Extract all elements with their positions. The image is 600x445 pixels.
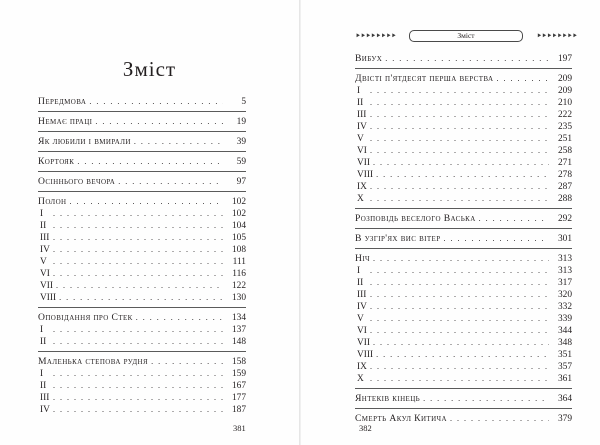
entry-page-number: 292: [557, 214, 572, 224]
toc-section: [355, 409, 572, 428]
entry-page-number: 288: [557, 194, 572, 204]
entry-title: I: [40, 325, 44, 335]
toc-subchapter-entry: [38, 380, 246, 392]
toc-subchapter-entry: [38, 280, 246, 292]
ornament-left-icon: ⯈⯈⯈⯈⯈⯈⯈⯈: [355, 32, 396, 40]
entry-page-number: 320: [557, 290, 572, 300]
dot-leader: [376, 169, 549, 181]
dot-leader: [118, 176, 223, 188]
dot-leader: [444, 233, 549, 245]
toc-subchapter-entry: [355, 301, 572, 313]
entry-page-number: 177: [231, 393, 246, 403]
entry-page-number: 313: [557, 254, 572, 264]
entry-title: IV: [40, 245, 50, 255]
dot-leader: [370, 301, 549, 313]
entry-title: VIII: [40, 293, 57, 303]
entry-title: VI: [357, 326, 367, 336]
dot-leader: [151, 356, 223, 368]
entry-title: Передмова: [38, 96, 87, 107]
toc-subchapter-entry: [355, 121, 572, 133]
dot-leader: [53, 244, 223, 256]
entry-title: VI: [357, 146, 367, 156]
dot-leader: [479, 213, 549, 225]
dot-leader: [370, 373, 549, 385]
entry-title: I: [357, 266, 361, 276]
toc-subchapter-entry: [355, 373, 572, 385]
entry-page-number: 313: [557, 266, 572, 276]
toc-subchapter-entry: [38, 392, 246, 404]
entry-page-number: 301: [557, 234, 572, 244]
entry-page-number: 351: [557, 350, 572, 360]
toc-subchapter-entry: [355, 193, 572, 205]
toc-subchapter-entry: [38, 232, 246, 244]
dot-leader: [370, 109, 549, 121]
dot-leader: [136, 312, 223, 324]
dot-leader: [370, 181, 549, 193]
dot-leader: [70, 196, 224, 208]
toc-subchapter-entry: [355, 157, 572, 169]
dot-leader: [53, 220, 223, 232]
dot-leader: [370, 97, 549, 109]
dot-leader: [370, 133, 549, 145]
entry-title: Оповідання про Стек: [38, 312, 133, 323]
toc-subchapter-entry: [38, 336, 246, 348]
entry-page-number: 19: [236, 117, 246, 127]
dot-leader: [89, 96, 223, 108]
entry-title: IV: [357, 302, 367, 312]
entry-page-number: 39: [236, 137, 246, 147]
entry-title: V: [357, 134, 364, 144]
entry-title: Маленька степова рудня: [38, 356, 149, 367]
entry-title: Смерть Акул Китича: [355, 413, 447, 424]
toc-subchapter-entry: [355, 181, 572, 193]
dot-leader: [370, 325, 549, 337]
entry-title: IV: [357, 122, 367, 132]
entry-page-number: 258: [557, 146, 572, 156]
toc-subchapter-entry: [38, 368, 246, 380]
toc-section: [38, 132, 246, 152]
entry-page-number: 134: [231, 313, 246, 323]
entry-page-number: 357: [557, 362, 572, 372]
toc-chapter-entry: [38, 312, 246, 324]
entry-page-number: 105: [231, 233, 246, 243]
toc-section: [355, 53, 572, 69]
entry-title: IX: [357, 182, 367, 192]
dot-leader: [53, 268, 223, 280]
entry-title: Ніч: [355, 253, 371, 264]
entry-title: Немає праці: [38, 116, 93, 127]
toc-chapter-entry: [38, 136, 246, 148]
entry-page-number: 332: [557, 302, 572, 312]
entry-page-number: 364: [557, 394, 572, 404]
toc-section: [38, 308, 246, 352]
page-number-left: 381: [233, 423, 246, 433]
toc-chapter-entry: [38, 116, 246, 128]
dot-leader: [385, 53, 549, 65]
entry-page-number: 102: [231, 209, 246, 219]
entry-page-number: 210: [557, 98, 572, 108]
entry-page-number: 287: [557, 182, 572, 192]
toc-subchapter-entry: [355, 313, 572, 325]
entry-title: II: [357, 98, 364, 108]
entry-title: Двісті п'ятдесят перша верства: [355, 73, 494, 84]
entry-title: Полон: [38, 196, 67, 207]
entry-page-number: 278: [557, 170, 572, 180]
toc-section: [355, 249, 572, 389]
dot-leader: [373, 337, 549, 349]
toc-list-right: [355, 53, 572, 428]
entry-page-number: 167: [231, 381, 246, 391]
entry-title: I: [40, 209, 44, 219]
dot-leader: [376, 349, 549, 361]
toc-section: [38, 352, 246, 419]
toc-subchapter-entry: [38, 404, 246, 416]
toc-subchapter-entry: [38, 268, 246, 280]
toc-chapter-entry: [355, 393, 572, 405]
toc-section: [355, 69, 572, 209]
entry-title: V: [357, 314, 364, 324]
entry-page-number: 197: [557, 54, 572, 64]
entry-title: X: [357, 374, 364, 384]
toc-subchapter-entry: [355, 325, 572, 337]
ornament-right-icon: ⯈⯈⯈⯈⯈⯈⯈⯈: [536, 32, 577, 40]
toc-list-left: [38, 96, 246, 419]
dot-leader: [370, 289, 549, 301]
entry-title: Кортояк: [38, 156, 75, 167]
toc-subchapter-entry: [38, 292, 246, 304]
entry-title: II: [40, 337, 47, 347]
entry-page-number: 187: [231, 405, 246, 415]
dot-leader: [423, 393, 549, 405]
toc-subchapter-entry: [355, 97, 572, 109]
dot-leader: [59, 292, 223, 304]
toc-chapter-entry: [355, 213, 572, 225]
entry-page-number: 235: [557, 122, 572, 132]
dot-leader: [370, 265, 549, 277]
toc-subchapter-entry: [355, 85, 572, 97]
dot-leader: [370, 361, 549, 373]
toc-subchapter-entry: [355, 133, 572, 145]
toc-section: [38, 112, 246, 132]
toc-subchapter-entry: [355, 169, 572, 181]
entry-page-number: 116: [232, 269, 246, 279]
dot-leader: [77, 156, 223, 168]
dot-leader: [56, 280, 223, 292]
dot-leader: [496, 73, 549, 85]
dot-leader: [53, 404, 223, 416]
entry-page-number: 344: [557, 326, 572, 336]
running-header-label: Зміст: [409, 30, 523, 42]
toc-chapter-entry: [355, 53, 572, 65]
entry-title: Вибух: [355, 53, 383, 64]
dot-leader: [373, 157, 549, 169]
toc-subchapter-entry: [355, 361, 572, 373]
toc-subchapter-entry: [355, 109, 572, 121]
entry-page-number: 137: [231, 325, 246, 335]
entry-page-number: 317: [557, 278, 572, 288]
toc-subchapter-entry: [355, 145, 572, 157]
dot-leader: [53, 392, 223, 404]
toc-chapter-entry: [355, 413, 572, 425]
entry-page-number: 111: [232, 257, 246, 267]
entry-page-number: 251: [557, 134, 572, 144]
entry-title: III: [40, 393, 50, 403]
entry-page-number: 159: [231, 369, 246, 379]
entry-title: II: [357, 278, 364, 288]
toc-subchapter-entry: [38, 208, 246, 220]
entry-title: IV: [40, 405, 50, 415]
entry-page-number: 122: [231, 281, 246, 291]
entry-page-number: 271: [557, 158, 572, 168]
entry-page-number: 130: [231, 293, 246, 303]
entry-title: III: [40, 233, 50, 243]
entry-page-number: 108: [231, 245, 246, 255]
entry-page-number: 5: [241, 97, 246, 107]
entry-page-number: 158: [231, 357, 246, 367]
entry-page-number: 339: [557, 314, 572, 324]
entry-page-number: 209: [557, 86, 572, 96]
entry-page-number: 102: [231, 197, 246, 207]
dot-leader: [370, 277, 549, 289]
entry-title: VII: [357, 338, 371, 348]
toc-chapter-entry: [38, 156, 246, 168]
entry-title: Янтеків кінець: [355, 393, 421, 404]
dot-leader: [370, 145, 549, 157]
entry-title: VIII: [357, 170, 374, 180]
toc-subchapter-entry: [38, 324, 246, 336]
dot-leader: [53, 336, 223, 348]
entry-title: III: [357, 110, 367, 120]
toc-section: [38, 172, 246, 192]
entry-title: Як любили і вмирали: [38, 136, 131, 147]
toc-chapter-entry: [355, 253, 572, 265]
toc-section: [355, 389, 572, 409]
entry-page-number: 379: [557, 414, 572, 424]
entry-title: X: [357, 194, 364, 204]
toc-section: [38, 192, 246, 308]
toc-chapter-entry: [38, 196, 246, 208]
dot-leader: [134, 136, 223, 148]
entry-page-number: 209: [557, 74, 572, 84]
toc-subchapter-entry: [355, 265, 572, 277]
toc-subchapter-entry: [38, 256, 246, 268]
toc-chapter-entry: [38, 356, 246, 368]
toc-chapter-entry: [38, 176, 246, 188]
entry-title: VII: [40, 281, 54, 291]
entry-title: IX: [357, 362, 367, 372]
dot-leader: [370, 121, 549, 133]
toc-subchapter-entry: [355, 277, 572, 289]
toc-chapter-entry: [355, 233, 572, 245]
entry-title: VIII: [357, 350, 374, 360]
entry-title: Осіннього вечора: [38, 176, 116, 187]
toc-section: [355, 229, 572, 249]
entry-title: V: [40, 257, 47, 267]
entry-page-number: 97: [236, 177, 246, 187]
dot-leader: [370, 313, 549, 325]
dot-leader: [53, 232, 223, 244]
entry-title: VII: [357, 158, 371, 168]
toc-title: Зміст: [122, 57, 177, 81]
toc-subchapter-entry: [355, 337, 572, 349]
page-number-right: 382: [359, 423, 372, 433]
dot-leader: [373, 253, 549, 265]
toc-subchapter-entry: [355, 349, 572, 361]
entry-title: I: [357, 86, 361, 96]
toc-subchapter-entry: [38, 220, 246, 232]
entry-title: Розповідь веселого Васька: [355, 213, 476, 224]
dot-leader: [370, 193, 549, 205]
entry-title: III: [357, 290, 367, 300]
entry-title: В узгір'ях вис вітер: [355, 233, 441, 244]
toc-subchapter-entry: [38, 244, 246, 256]
toc-chapter-entry: [355, 73, 572, 85]
entry-title: II: [40, 381, 47, 391]
dot-leader: [53, 208, 223, 220]
entry-page-number: 361: [557, 374, 572, 384]
dot-leader: [53, 380, 223, 392]
entry-page-number: 222: [557, 110, 572, 120]
dot-leader: [53, 324, 223, 336]
left-page: [0, 0, 299, 445]
toc-subchapter-entry: [355, 289, 572, 301]
dot-leader: [450, 413, 549, 425]
entry-page-number: 148: [231, 337, 246, 347]
right-page: [301, 0, 600, 445]
entry-page-number: 59: [236, 157, 246, 167]
toc-chapter-entry: [38, 96, 246, 108]
entry-title: VI: [40, 269, 50, 279]
dot-leader: [370, 85, 549, 97]
dot-leader: [53, 256, 223, 268]
entry-title: I: [40, 369, 44, 379]
entry-page-number: 104: [231, 221, 246, 231]
toc-section: [38, 152, 246, 172]
toc-section: [38, 96, 246, 112]
running-header: [355, 30, 577, 42]
toc-section: [355, 209, 572, 229]
dot-leader: [95, 116, 223, 128]
dot-leader: [53, 368, 223, 380]
entry-page-number: 348: [557, 338, 572, 348]
entry-title: II: [40, 221, 47, 231]
